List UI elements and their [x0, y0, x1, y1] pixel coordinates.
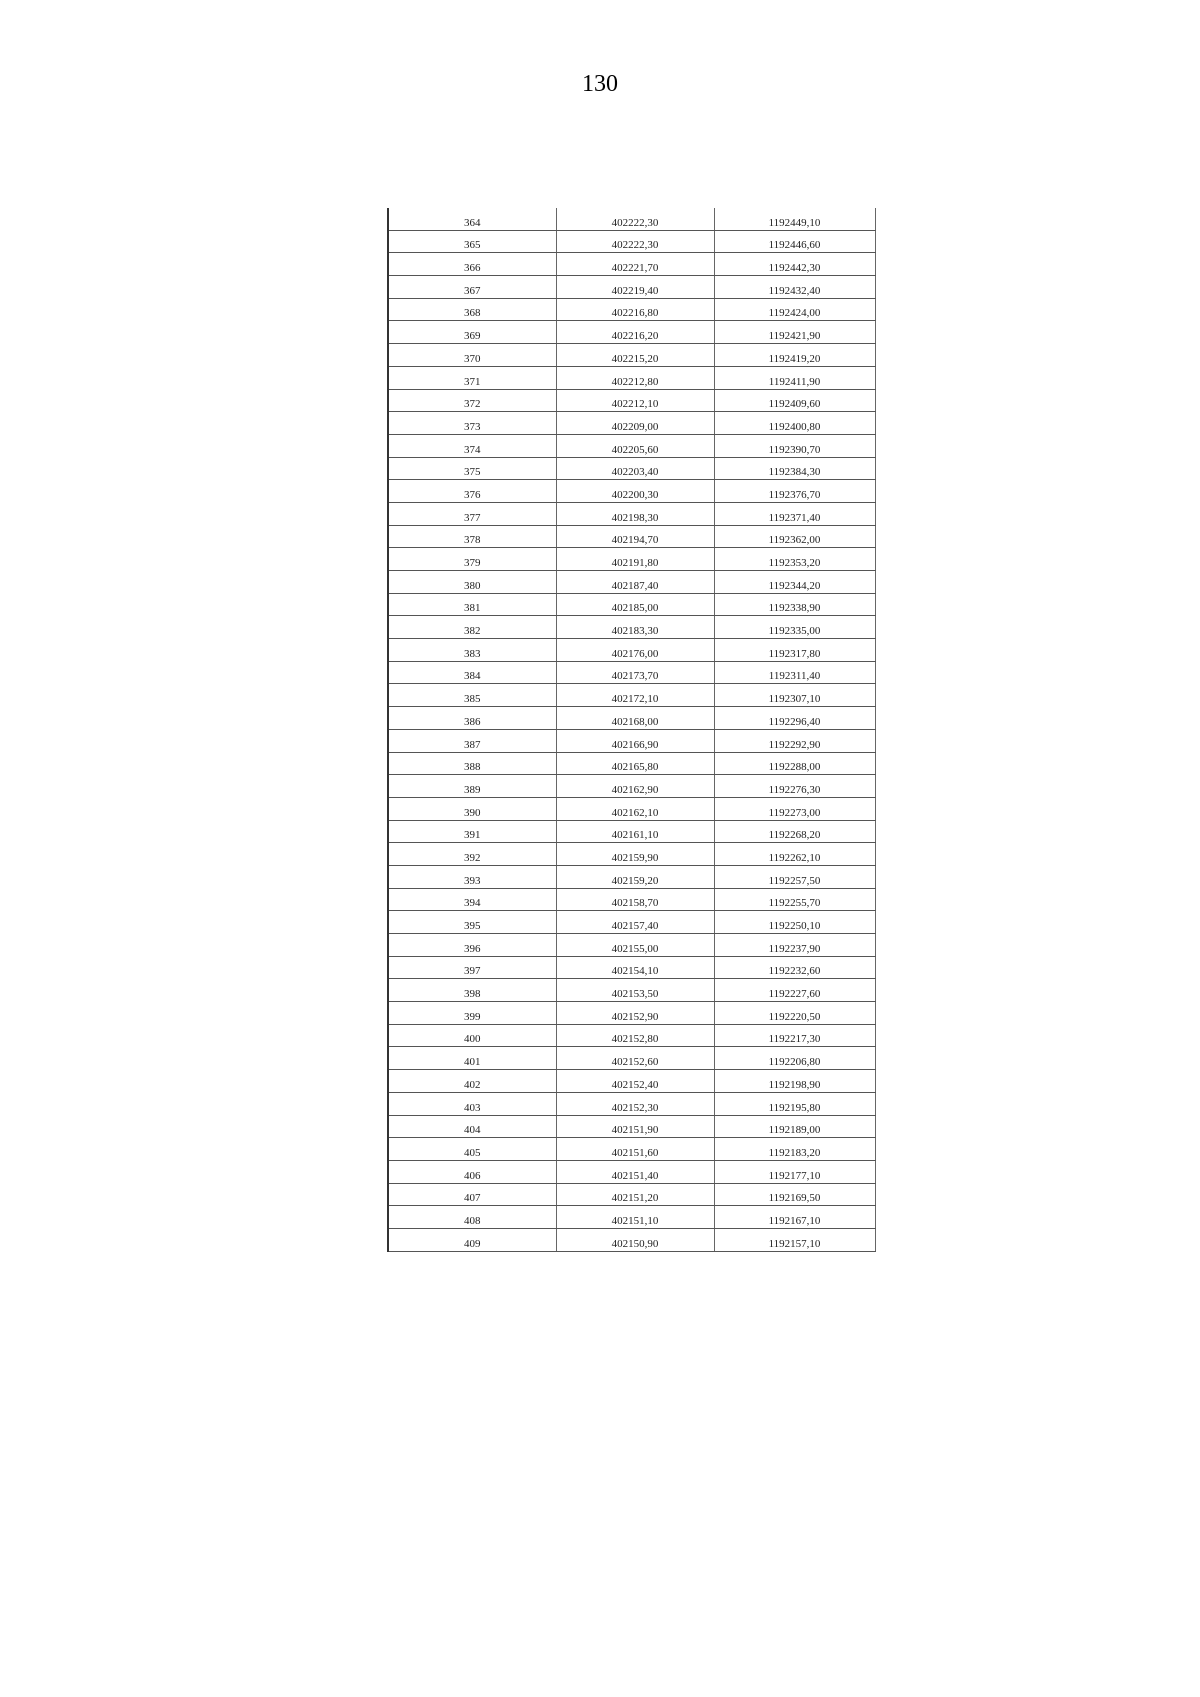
table-row — [388, 298, 875, 321]
table-row — [388, 525, 875, 548]
x-coordinate-cell: 402151,10 — [556, 1206, 714, 1229]
y-coordinate-cell: 1192276,30 — [714, 775, 875, 798]
point-number-cell: 376 — [388, 480, 556, 503]
point-number-cell: 398 — [388, 979, 556, 1002]
table-row — [388, 1160, 875, 1183]
x-coordinate-cell: 402158,70 — [556, 888, 714, 911]
table-row — [388, 843, 875, 866]
x-coordinate-cell: 402151,90 — [556, 1115, 714, 1138]
point-number-cell: 392 — [388, 843, 556, 866]
x-coordinate-cell: 402152,80 — [556, 1024, 714, 1047]
table-row — [388, 752, 875, 775]
point-number-cell: 368 — [388, 298, 556, 321]
y-coordinate-cell: 1192257,50 — [714, 865, 875, 888]
table-row — [388, 1070, 875, 1093]
point-number-cell: 372 — [388, 389, 556, 412]
table-row — [388, 1228, 875, 1251]
y-coordinate-cell: 1192307,10 — [714, 684, 875, 707]
point-number-cell: 373 — [388, 412, 556, 435]
x-coordinate-cell: 402151,60 — [556, 1138, 714, 1161]
table-row — [388, 729, 875, 752]
x-coordinate-cell: 402161,10 — [556, 820, 714, 843]
y-coordinate-cell: 1192177,10 — [714, 1160, 875, 1183]
y-coordinate-cell: 1192183,20 — [714, 1138, 875, 1161]
point-number-cell: 401 — [388, 1047, 556, 1070]
table-row — [388, 616, 875, 639]
table-row — [388, 775, 875, 798]
point-number-cell: 389 — [388, 775, 556, 798]
y-coordinate-cell: 1192198,90 — [714, 1070, 875, 1093]
y-coordinate-cell: 1192442,30 — [714, 253, 875, 276]
y-coordinate-cell: 1192353,20 — [714, 548, 875, 571]
table-row — [388, 661, 875, 684]
table-row — [388, 276, 875, 299]
table-row — [388, 389, 875, 412]
x-coordinate-cell: 402165,80 — [556, 752, 714, 775]
page-number: 130 — [582, 71, 618, 97]
y-coordinate-cell: 1192449,10 — [714, 208, 875, 230]
point-number-cell: 387 — [388, 729, 556, 752]
y-coordinate-cell: 1192390,70 — [714, 434, 875, 457]
x-coordinate-cell: 402152,90 — [556, 1002, 714, 1025]
y-coordinate-cell: 1192220,50 — [714, 1002, 875, 1025]
table-row — [388, 208, 875, 230]
x-coordinate-cell: 402216,80 — [556, 298, 714, 321]
x-coordinate-cell: 402176,00 — [556, 639, 714, 662]
x-coordinate-cell: 402154,10 — [556, 956, 714, 979]
table-row — [388, 548, 875, 571]
x-coordinate-cell: 402212,80 — [556, 366, 714, 389]
coordinates-table-body — [388, 208, 875, 1251]
y-coordinate-cell: 1192157,10 — [714, 1228, 875, 1251]
x-coordinate-cell: 402151,20 — [556, 1183, 714, 1206]
x-coordinate-cell: 402173,70 — [556, 661, 714, 684]
point-number-cell: 364 — [388, 208, 556, 230]
y-coordinate-cell: 1192376,70 — [714, 480, 875, 503]
table-row — [388, 253, 875, 276]
y-coordinate-cell: 1192424,00 — [714, 298, 875, 321]
table-row — [388, 502, 875, 525]
table-row — [388, 457, 875, 480]
point-number-cell: 369 — [388, 321, 556, 344]
x-coordinate-cell: 402191,80 — [556, 548, 714, 571]
point-number-cell: 399 — [388, 1002, 556, 1025]
y-coordinate-cell: 1192432,40 — [714, 276, 875, 299]
x-coordinate-cell: 402187,40 — [556, 571, 714, 594]
x-coordinate-cell: 402198,30 — [556, 502, 714, 525]
x-coordinate-cell: 402221,70 — [556, 253, 714, 276]
y-coordinate-cell: 1192273,00 — [714, 797, 875, 820]
x-coordinate-cell: 402159,20 — [556, 865, 714, 888]
table-row — [388, 1138, 875, 1161]
point-number-cell: 397 — [388, 956, 556, 979]
x-coordinate-cell: 402157,40 — [556, 911, 714, 934]
x-coordinate-cell: 402203,40 — [556, 457, 714, 480]
table-row — [388, 934, 875, 957]
y-coordinate-cell: 1192189,00 — [714, 1115, 875, 1138]
table-row — [388, 820, 875, 843]
point-number-cell: 385 — [388, 684, 556, 707]
point-number-cell: 393 — [388, 865, 556, 888]
point-number-cell: 404 — [388, 1115, 556, 1138]
point-number-cell: 409 — [388, 1228, 556, 1251]
x-coordinate-cell: 402200,30 — [556, 480, 714, 503]
y-coordinate-cell: 1192317,80 — [714, 639, 875, 662]
x-coordinate-cell: 402150,90 — [556, 1228, 714, 1251]
table-row — [388, 1002, 875, 1025]
y-coordinate-cell: 1192262,10 — [714, 843, 875, 866]
x-coordinate-cell: 402152,30 — [556, 1092, 714, 1115]
y-coordinate-cell: 1192232,60 — [714, 956, 875, 979]
x-coordinate-cell: 402185,00 — [556, 593, 714, 616]
y-coordinate-cell: 1192255,70 — [714, 888, 875, 911]
y-coordinate-cell: 1192344,20 — [714, 571, 875, 594]
point-number-cell: 395 — [388, 911, 556, 934]
y-coordinate-cell: 1192237,90 — [714, 934, 875, 957]
table-row — [388, 888, 875, 911]
y-coordinate-cell: 1192419,20 — [714, 344, 875, 367]
table-row — [388, 434, 875, 457]
point-number-cell: 374 — [388, 434, 556, 457]
table-row — [388, 480, 875, 503]
y-coordinate-cell: 1192311,40 — [714, 661, 875, 684]
point-number-cell: 377 — [388, 502, 556, 525]
y-coordinate-cell: 1192371,40 — [714, 502, 875, 525]
y-coordinate-cell: 1192362,00 — [714, 525, 875, 548]
y-coordinate-cell: 1192250,10 — [714, 911, 875, 934]
y-coordinate-cell: 1192335,00 — [714, 616, 875, 639]
y-coordinate-cell: 1192421,90 — [714, 321, 875, 344]
y-coordinate-cell: 1192446,60 — [714, 230, 875, 253]
x-coordinate-cell: 402212,10 — [556, 389, 714, 412]
point-number-cell: 390 — [388, 797, 556, 820]
point-number-cell: 391 — [388, 820, 556, 843]
table-row — [388, 1047, 875, 1070]
point-number-cell: 371 — [388, 366, 556, 389]
table-row — [388, 321, 875, 344]
table-row — [388, 707, 875, 730]
x-coordinate-cell: 402183,30 — [556, 616, 714, 639]
x-coordinate-cell: 402216,20 — [556, 321, 714, 344]
y-coordinate-cell: 1192206,80 — [714, 1047, 875, 1070]
point-number-cell: 381 — [388, 593, 556, 616]
y-coordinate-cell: 1192169,50 — [714, 1183, 875, 1206]
x-coordinate-cell: 402162,90 — [556, 775, 714, 798]
table-row — [388, 571, 875, 594]
x-coordinate-cell: 402159,90 — [556, 843, 714, 866]
table-row — [388, 593, 875, 616]
point-number-cell: 365 — [388, 230, 556, 253]
point-number-cell: 378 — [388, 525, 556, 548]
point-number-cell: 402 — [388, 1070, 556, 1093]
x-coordinate-cell: 402168,00 — [556, 707, 714, 730]
table-row — [388, 230, 875, 253]
x-coordinate-cell: 402166,90 — [556, 729, 714, 752]
point-number-cell: 396 — [388, 934, 556, 957]
y-coordinate-cell: 1192217,30 — [714, 1024, 875, 1047]
table-row — [388, 366, 875, 389]
y-coordinate-cell: 1192268,20 — [714, 820, 875, 843]
point-number-cell: 405 — [388, 1138, 556, 1161]
coordinates-table — [387, 208, 876, 1252]
table-row — [388, 1115, 875, 1138]
table-row — [388, 865, 875, 888]
x-coordinate-cell: 402215,20 — [556, 344, 714, 367]
x-coordinate-cell: 402155,00 — [556, 934, 714, 957]
y-coordinate-cell: 1192288,00 — [714, 752, 875, 775]
point-number-cell: 403 — [388, 1092, 556, 1115]
point-number-cell: 382 — [388, 616, 556, 639]
x-coordinate-cell: 402209,00 — [556, 412, 714, 435]
y-coordinate-cell: 1192409,60 — [714, 389, 875, 412]
y-coordinate-cell: 1192195,80 — [714, 1092, 875, 1115]
y-coordinate-cell: 1192227,60 — [714, 979, 875, 1002]
y-coordinate-cell: 1192167,10 — [714, 1206, 875, 1229]
point-number-cell: 379 — [388, 548, 556, 571]
x-coordinate-cell: 402153,50 — [556, 979, 714, 1002]
point-number-cell: 386 — [388, 707, 556, 730]
point-number-cell: 400 — [388, 1024, 556, 1047]
point-number-cell: 370 — [388, 344, 556, 367]
point-number-cell: 367 — [388, 276, 556, 299]
table-row — [388, 1092, 875, 1115]
y-coordinate-cell: 1192338,90 — [714, 593, 875, 616]
table-row — [388, 797, 875, 820]
y-coordinate-cell: 1192411,90 — [714, 366, 875, 389]
point-number-cell: 394 — [388, 888, 556, 911]
point-number-cell: 375 — [388, 457, 556, 480]
table-row — [388, 344, 875, 367]
x-coordinate-cell: 402205,60 — [556, 434, 714, 457]
table-row — [388, 911, 875, 934]
point-number-cell: 380 — [388, 571, 556, 594]
x-coordinate-cell: 402222,30 — [556, 208, 714, 230]
coordinates-table-container — [387, 208, 874, 1252]
table-row — [388, 1206, 875, 1229]
x-coordinate-cell: 402172,10 — [556, 684, 714, 707]
table-row — [388, 1183, 875, 1206]
point-number-cell: 384 — [388, 661, 556, 684]
table-row — [388, 412, 875, 435]
x-coordinate-cell: 402222,30 — [556, 230, 714, 253]
point-number-cell: 408 — [388, 1206, 556, 1229]
y-coordinate-cell: 1192296,40 — [714, 707, 875, 730]
x-coordinate-cell: 402162,10 — [556, 797, 714, 820]
y-coordinate-cell: 1192400,80 — [714, 412, 875, 435]
table-row — [388, 956, 875, 979]
y-coordinate-cell: 1192384,30 — [714, 457, 875, 480]
point-number-cell: 388 — [388, 752, 556, 775]
table-row — [388, 1024, 875, 1047]
x-coordinate-cell: 402151,40 — [556, 1160, 714, 1183]
table-row — [388, 639, 875, 662]
x-coordinate-cell: 402219,40 — [556, 276, 714, 299]
point-number-cell: 407 — [388, 1183, 556, 1206]
x-coordinate-cell: 402152,60 — [556, 1047, 714, 1070]
point-number-cell: 406 — [388, 1160, 556, 1183]
point-number-cell: 366 — [388, 253, 556, 276]
point-number-cell: 383 — [388, 639, 556, 662]
table-row — [388, 979, 875, 1002]
x-coordinate-cell: 402194,70 — [556, 525, 714, 548]
table-row — [388, 684, 875, 707]
y-coordinate-cell: 1192292,90 — [714, 729, 875, 752]
x-coordinate-cell: 402152,40 — [556, 1070, 714, 1093]
